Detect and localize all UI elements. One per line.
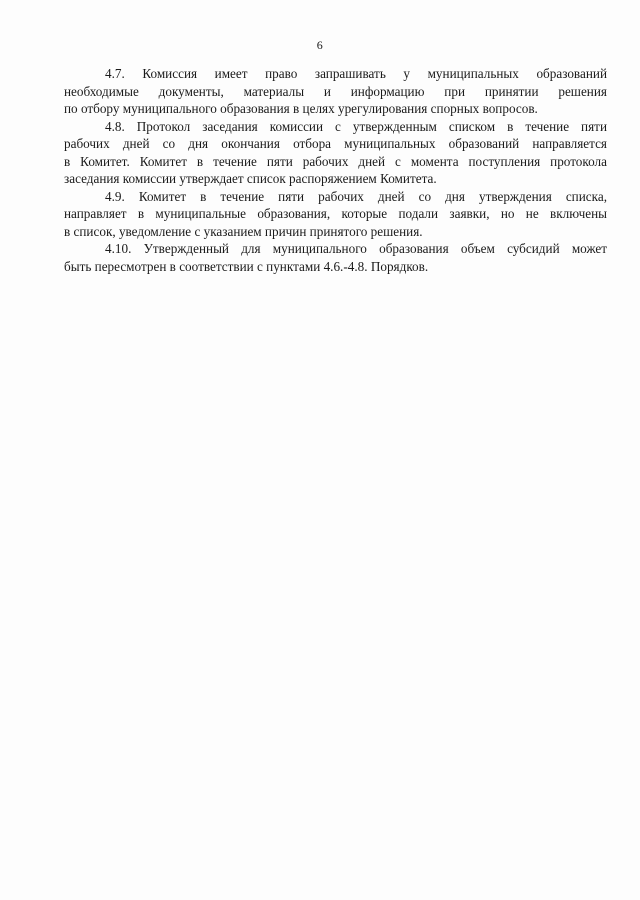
paragraph-line: в список, уведомление с указанием причин принятого решения. <box>64 223 423 239</box>
paragraph-line: в Комитет. Комитет в течение пяти рабочих дней с момента поступления протокола <box>64 153 607 169</box>
paragraph-4-8 <box>64 118 607 188</box>
paragraph-line: по отбору муниципального образования в целях урегулирования спорных вопросов. <box>64 101 538 116</box>
paragraph-line: 4.7. Комиссия имеет право запрашивать у муниципальных образований <box>105 66 607 81</box>
paragraph-line: заседания комиссии утверждает список распоряжением Комитета. <box>64 171 437 186</box>
paragraph-4-9 <box>64 188 607 241</box>
paragraph-line: необходимые документы, материалы и информацию при принятии решения <box>64 83 607 99</box>
paragraph-line: направляет в муниципальные образования, которые подали заявки, но не включены <box>64 206 607 221</box>
page-number: 6 <box>316 38 324 52</box>
paragraph-4-7 <box>64 65 607 118</box>
paragraph-line: быть пересмотрен в соответствии с пунктами 4.6.-4.8. Порядков. <box>64 258 429 274</box>
paragraph-line: 4.9. Комитет в течение пяти рабочих дней со дня утверждения списка, <box>105 188 607 204</box>
paragraph-4-10 <box>64 240 607 275</box>
document-body <box>64 65 607 275</box>
paragraph-line: рабочих дней со дня окончания отбора муниципальных образований направляется <box>64 136 607 151</box>
paragraph-line: 4.10. Утвержденный для муниципального образования объем субсидий может <box>105 241 607 256</box>
paragraph-line: 4.8. Протокол заседания комиссии с утвержденным списком в течение пяти <box>105 118 607 134</box>
